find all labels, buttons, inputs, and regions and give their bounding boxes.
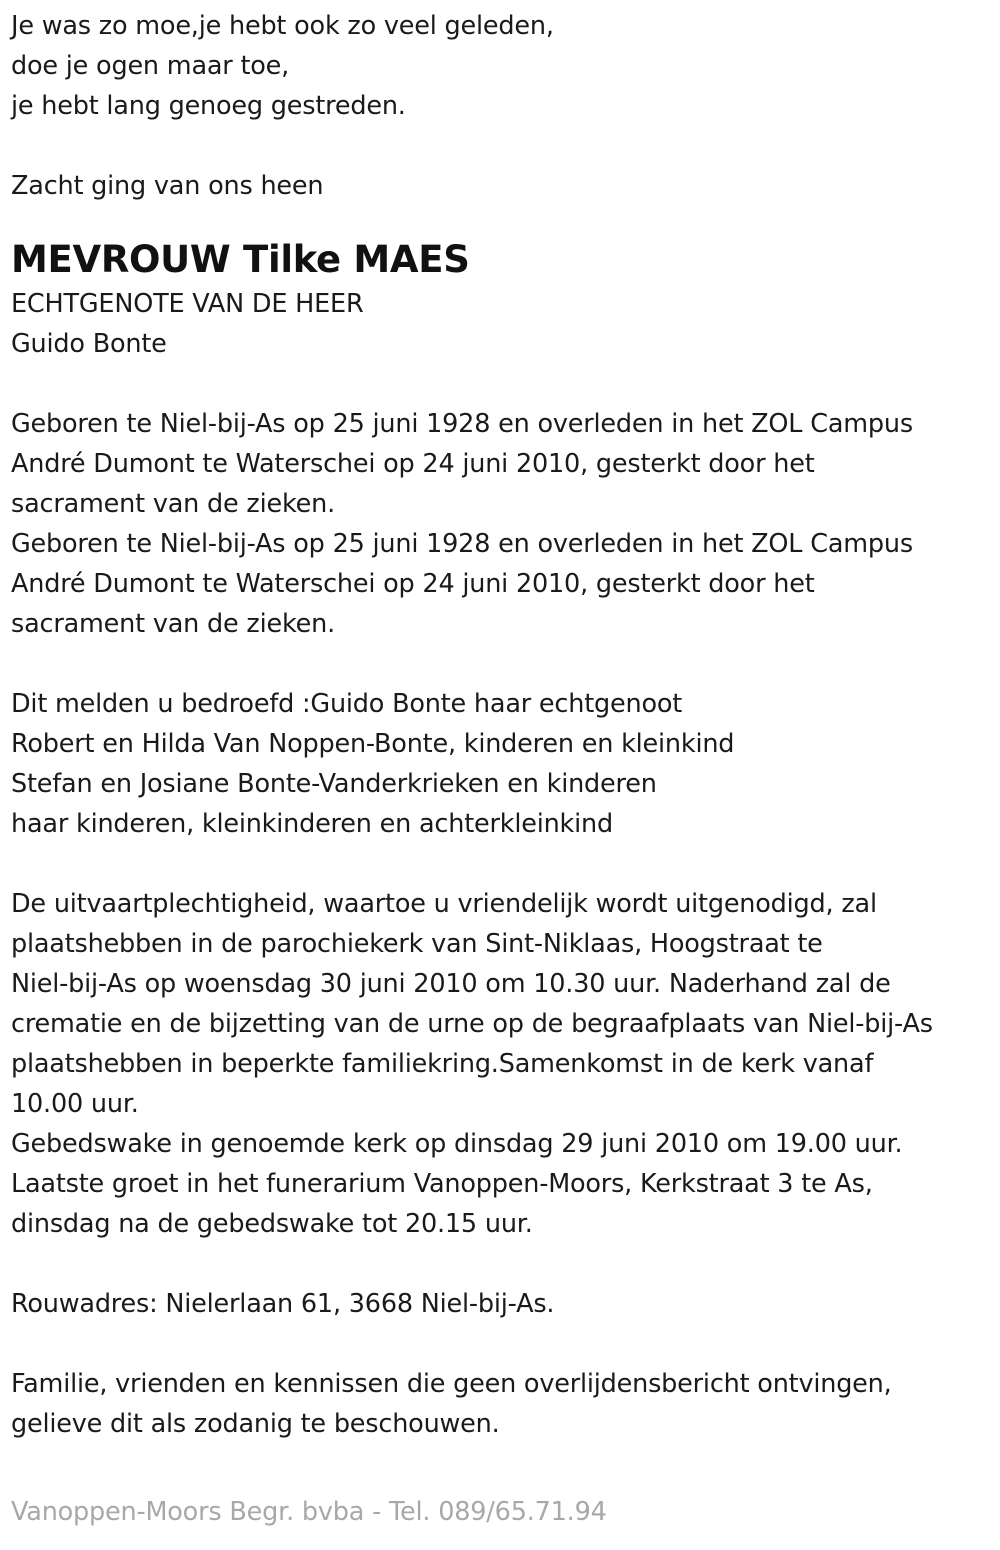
- relation-line: ECHTGENOTE VAN DE HEER: [11, 289, 364, 319]
- paragraph-line: Niel-bij-As op woensdag 30 juni 2010 om 10.30 uur. Naderhand zal de: [11, 969, 891, 999]
- spacer: [11, 206, 996, 232]
- paragraph-line: 10.00 uur.: [11, 1089, 139, 1119]
- spacer: [11, 644, 996, 684]
- birth-death-paragraph: [11, 404, 996, 644]
- spacer: [11, 126, 996, 166]
- paragraph-line: André Dumont te Waterschei op 24 juni 2010, gesterkt door het: [11, 449, 815, 479]
- funeral-paragraph: [11, 884, 996, 1244]
- paragraph-line: dinsdag na de gebedswake tot 20.15 uur.: [11, 1209, 533, 1239]
- paragraph-line: gelieve dit als zodanig te beschouwen.: [11, 1409, 500, 1439]
- address-line: Rouwadres: Nielerlaan 61, 3668 Niel-bij-As.: [11, 1289, 555, 1319]
- paragraph-line: crematie en de bijzetting van de urne op de begraafplaats van Niel-bij-As: [11, 1009, 933, 1039]
- funeral-home-footer: Vanoppen-Moors Begr. bvba - Tel. 089/65.71.94: [11, 1497, 607, 1527]
- obituary-document: [11, 6, 996, 1444]
- paragraph-line: Laatste groet in het funerarium Vanoppen-Moors, Kerkstraat 3 te As,: [11, 1169, 873, 1199]
- paragraph-line: sacrament van de zieken.: [11, 489, 335, 519]
- poem: [11, 6, 996, 126]
- paragraph-line: Robert en Hilda Van Noppen-Bonte, kinderen en kleinkind: [11, 729, 735, 759]
- paragraph-line: sacrament van de zieken.: [11, 609, 335, 639]
- paragraph-line: André Dumont te Waterschei op 24 juni 2010, gesterkt door het: [11, 569, 815, 599]
- poem-line: je hebt lang genoeg gestreden.: [11, 91, 406, 121]
- paragraph-line: haar kinderen, kleinkinderen en achterkleinkind: [11, 809, 613, 839]
- paragraph-line: Geboren te Niel-bij-As op 25 juni 1928 en overleden in het ZOL Campus: [11, 409, 913, 439]
- spouse-line: Guido Bonte: [11, 329, 167, 359]
- spacer: [11, 844, 996, 884]
- deceased-name: MEVROUW Tilke MAES: [11, 238, 470, 281]
- closing-paragraph: [11, 1364, 996, 1444]
- poem-line: Je was zo moe,je hebt ook zo veel geleden,: [11, 11, 554, 41]
- poem-line: doe je ogen maar toe,: [11, 51, 290, 81]
- paragraph-line: De uitvaartplechtigheid, waartoe u vriendelijk wordt uitgenodigd, zal: [11, 889, 877, 919]
- paragraph-line: Gebedswake in genoemde kerk op dinsdag 29 juni 2010 om 19.00 uur.: [11, 1129, 903, 1159]
- paragraph-line: plaatshebben in beperkte familiekring.Samenkomst in de kerk vanaf: [11, 1049, 874, 1079]
- paragraph-line: plaatshebben in de parochiekerk van Sint-Niklaas, Hoogstraat te: [11, 929, 823, 959]
- paragraph-line: Familie, vrienden en kennissen die geen overlijdensbericht ontvingen,: [11, 1369, 892, 1399]
- spacer: [11, 1244, 996, 1284]
- spacer: [11, 364, 996, 404]
- paragraph-line: Geboren te Niel-bij-As op 25 juni 1928 en overleden in het ZOL Campus: [11, 529, 913, 559]
- intro-line: Zacht ging van ons heen: [11, 171, 324, 201]
- spacer: [11, 1324, 996, 1364]
- paragraph-line: Stefan en Josiane Bonte-Vanderkrieken en kinderen: [11, 769, 657, 799]
- paragraph-line: Dit melden u bedroefd :Guido Bonte haar echtgenoot: [11, 689, 683, 719]
- announcers-paragraph: [11, 684, 996, 844]
